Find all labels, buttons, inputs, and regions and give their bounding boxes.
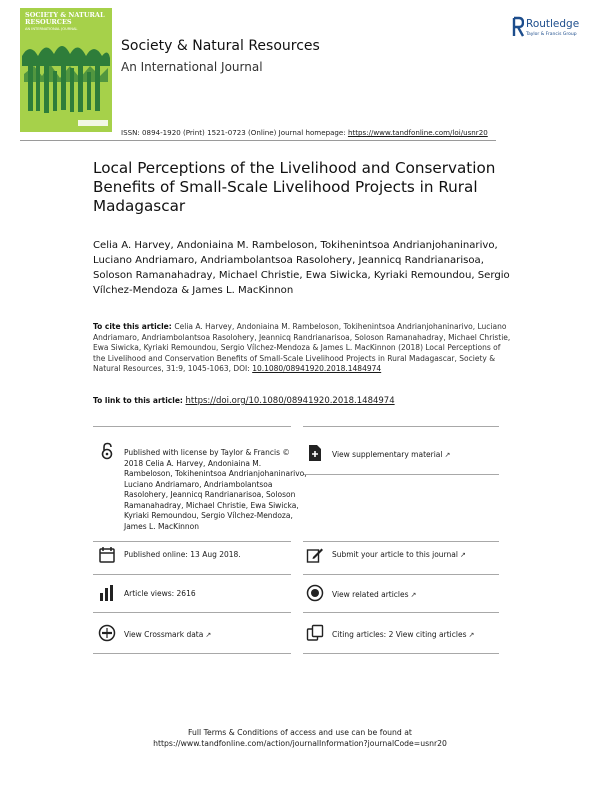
grid-rule [303, 426, 499, 427]
external-link-icon: ↗ [468, 631, 475, 639]
external-link-icon: ↗ [444, 451, 451, 459]
terms-footer [0, 727, 600, 749]
external-link-icon: ↗ [205, 631, 212, 639]
article-views: Article views: 2616 [124, 589, 196, 598]
footer-terms-text: Full Terms & Conditions of access and use can be found at [188, 728, 412, 737]
link-label: To link to this article: [93, 396, 186, 405]
edit-pencil-icon[interactable] [306, 546, 324, 564]
publisher-name: Routledge [526, 18, 580, 30]
related-articles-link[interactable] [332, 590, 416, 601]
grid-rule [93, 541, 291, 542]
citing-label[interactable]: Citing articles: 2 View citing articles [332, 630, 467, 639]
footer-terms-url[interactable]: https://www.tandfonline.com/action/journalInformation?journalCode=usnr20 [153, 739, 447, 748]
journal-homepage-link[interactable]: https://www.tandfonline.com/loi/usnr20 [347, 128, 488, 137]
cover-subtitle: AN INTERNATIONAL JOURNAL [25, 27, 78, 31]
routledge-r-icon [512, 16, 524, 38]
crossmark-link[interactable] [124, 630, 211, 641]
external-link-icon: ↗ [459, 551, 466, 559]
citing-articles-link[interactable] [332, 630, 474, 641]
header-divider [20, 140, 496, 141]
journal-cover-image [20, 8, 112, 132]
article-link-line [93, 396, 395, 407]
supplementary-label[interactable]: View supplementary material [332, 450, 443, 459]
grid-rule [303, 474, 499, 475]
supplementary-file-icon[interactable] [306, 444, 324, 462]
publisher-logo [512, 16, 596, 46]
cover-artwork [20, 36, 112, 132]
grid-rule [303, 574, 499, 575]
related-articles-icon[interactable] [306, 584, 324, 602]
issn-text: ISSN: 0894-1920 (Print) 1521-0723 (Online) Journal homepage: [121, 128, 348, 137]
grid-rule [303, 653, 499, 654]
article-doi-link[interactable]: https://doi.org/10.1080/08941920.2018.1484974 [185, 396, 395, 406]
article-authors: Celia A. Harvey, Andoniaina M. Rambeloson, Tokihenintsoa Andrianjohaninarivo, Luciano Andriamaro, Andriambolantsoa Rasolohery, Jeannicq Randrianarisoa, Soloson Ramanahadray, Michael Christie, Ewa Siwicka, Kyriaki Remoundou, Sergio Vílchez-Mendoza & James L. MacKinnon [93, 240, 510, 296]
submit-article-link[interactable] [332, 550, 466, 561]
grid-rule [93, 612, 291, 613]
license-statement: Published with license by Taylor & Francis © 2018 Celia A. Harvey, Andoniaina M. Rambeloson, Tokihenintsoa Andrianjohaninarivo, Luciano Andriamaro, Andriambolantsoa Rasolohery, Jeannicq Randrianarisoa, Soloson Ramanahadray, Michael Christie, Ewa Siwicka, Kyriaki Remoundou, Sergio Vílchez-Mendoza, James L. MacKinnon [124, 448, 307, 531]
article-title: Local Perceptions of the Livelihood and Conservation Benefits of Small-Scale Livelihood Projects in Rural Madagascar [93, 159, 496, 215]
open-access-icon [98, 442, 116, 460]
journal-title: Society & Natural Resources [121, 38, 320, 54]
grid-rule [93, 426, 291, 427]
crossmark-icon[interactable] [98, 624, 116, 642]
published-date: Published online: 13 Aug 2018. [124, 550, 241, 559]
bar-chart-icon [98, 584, 116, 602]
citation-text: Celia A. Harvey, Andoniaina M. Rambeloson, Tokihenintsoa Andrianjohaninarivo, Luciano Andriamaro, Andriambolantsoa Rasolohery, Jeannicq Randrianarisoa, Soloson Ramanahadray, Michael Christie, Ewa Siwicka, Kyriaki Remoundou, Sergio Vílchez-Mendoza & James L. MacKinnon (2018) Local Perceptions of the Livelihood and Conservation Benefits of Small-Scale Livelihood Projects in Rural Madagascar, Society & Natural Resources, 31:9, 1045-1063, DOI: [93, 322, 511, 374]
submit-label[interactable]: Submit your article to this journal [332, 550, 458, 559]
citation-doi-link[interactable]: 10.1080/08941920.2018.1484974 [252, 364, 382, 374]
citation-label: To cite this article: [93, 322, 175, 331]
calendar-icon [98, 546, 116, 564]
grid-rule [303, 612, 499, 613]
cover-title: SOCIETY & NATURAL RESOURCES [25, 11, 105, 26]
issn-line [121, 128, 488, 137]
grid-rule [93, 653, 291, 654]
citing-articles-icon[interactable] [306, 624, 324, 642]
grid-rule [303, 541, 499, 542]
journal-subtitle: An International Journal [121, 60, 263, 74]
supplementary-link[interactable] [332, 450, 450, 461]
grid-rule [93, 574, 291, 575]
external-link-icon: ↗ [410, 591, 417, 599]
related-label[interactable]: View related articles [332, 590, 409, 599]
citation-block [93, 322, 513, 375]
crossmark-label[interactable]: View Crossmark data [124, 630, 204, 639]
publisher-group: Taylor & Francis Group [526, 32, 577, 37]
